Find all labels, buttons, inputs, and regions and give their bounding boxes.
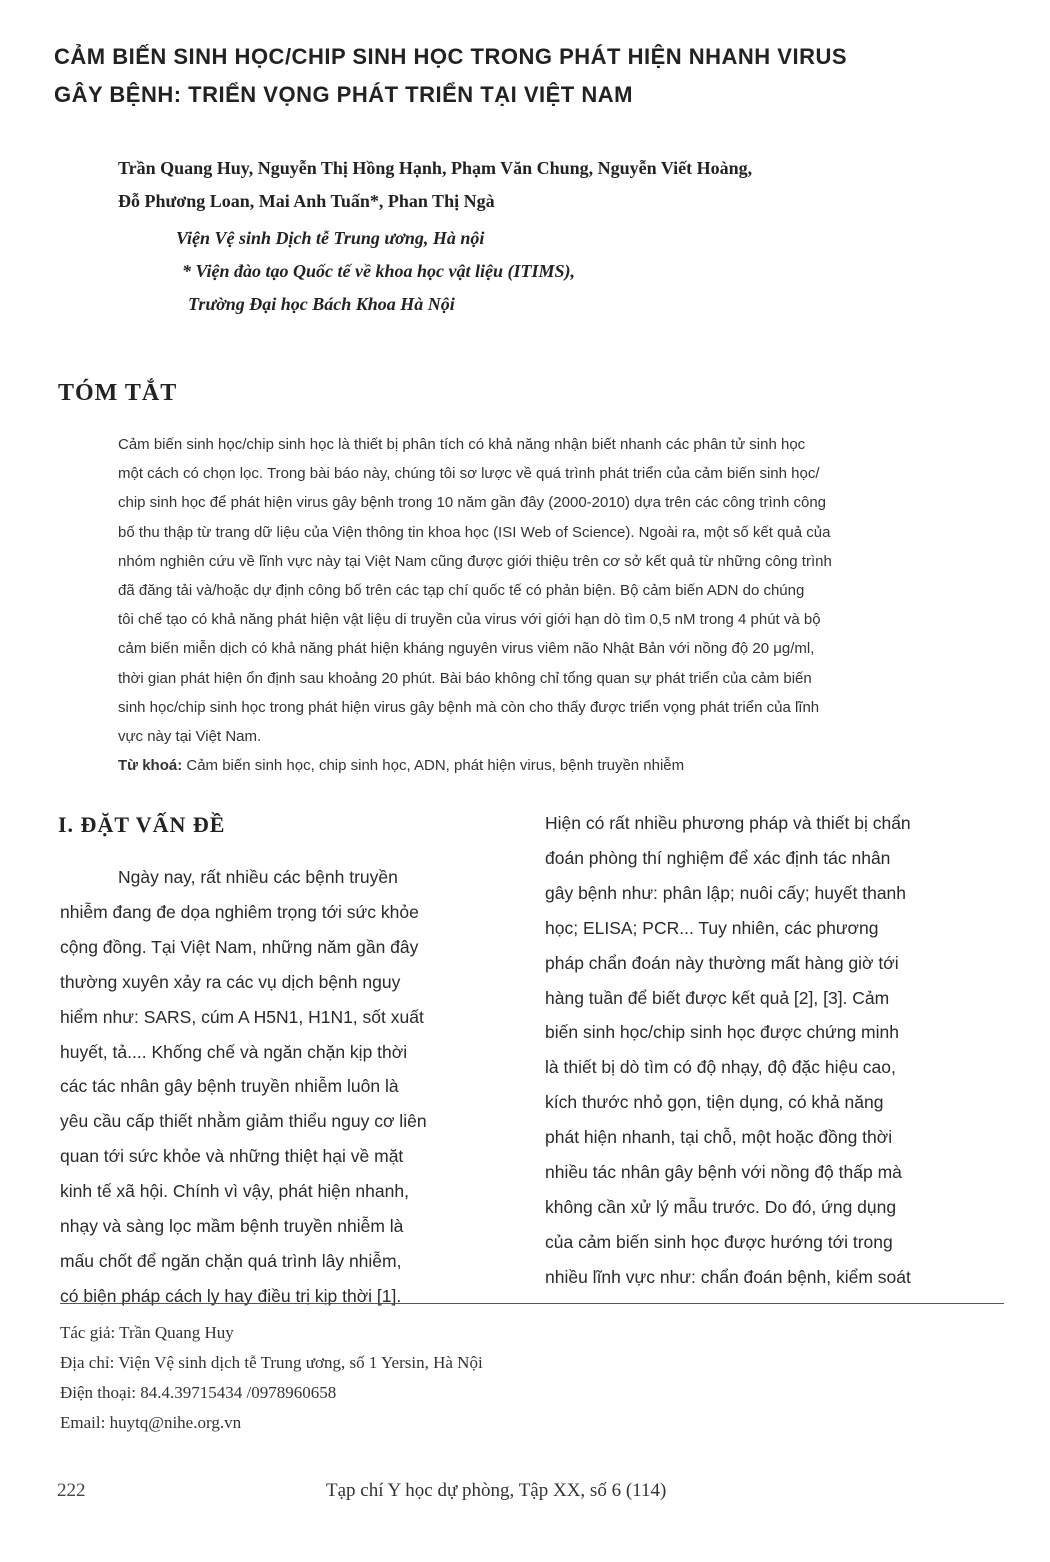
authors-line-1: Trần Quang Huy, Nguyễn Thị Hồng Hạnh, Phạm Văn Chung, Nguyễn Viết Hoàng, (118, 158, 753, 178)
keywords-line (118, 751, 1008, 780)
body-line: nhạy và sàng lọc mầm bệnh truyền nhiễm là (60, 1216, 404, 1237)
body-line: gây bệnh như: phân lập; nuôi cấy; huyết thanh (545, 882, 907, 903)
body-line: có biện pháp cách ly hay điều trị kịp thời [1]. (60, 1285, 402, 1306)
page-number: 222 (57, 1480, 86, 1501)
abstract-line: nhóm nghiên cứu về lĩnh vực này tại Việt Nam cũng được giới thiệu trên cơ sở kết quả từ những công trình (118, 552, 832, 570)
contact-author: Tác giả: Trần Quang Huy (60, 1323, 234, 1342)
body-line: nhiễm đang đe dọa nghiêm trọng tới sức khỏe (60, 901, 419, 922)
author-list (118, 152, 752, 218)
body-line: hàng tuần để biết được kết quả [2], [3]. Cảm (545, 987, 890, 1008)
section-heading: I. ĐẶT VẤN ĐỀ (58, 812, 226, 837)
contact-phone: Điện thoại: 84.4.39715434 /0978960658 (60, 1383, 337, 1402)
abstract-line: vực này tại Việt Nam. (118, 728, 262, 746)
affiliations (0, 222, 575, 321)
body-line: đoán phòng thí nghiệm để xác định tác nhân (545, 847, 891, 868)
body-line: nhiều tác nhân gây bệnh với nồng độ thấp mà (545, 1162, 902, 1183)
body-line: của cảm biến sinh học được hướng tới trong (545, 1231, 893, 1252)
affiliation-2-university: Trường Đại học Bách Khoa Hà Nội (188, 294, 455, 314)
body-line: là thiết bị dò tìm có độ nhạy, độ đặc hiệu cao, (545, 1057, 896, 1078)
affiliation-1: Viện Vệ sinh Dịch tễ Trung ương, Hà nội (176, 228, 485, 248)
body-line: kinh tế xã hội. Chính vì vậy, phát hiện nhanh, (60, 1181, 409, 1202)
body-line: phát hiện nhanh, tại chỗ, một hoặc đồng thời (545, 1127, 893, 1148)
body-line: hiểm như: SARS, cúm A H5N1, H1N1, sốt xuất (60, 1006, 424, 1027)
contact-email: Email: huytq@nihe.org.vn (60, 1413, 242, 1432)
title-line-2: GÂY BỆNH: TRIỂN VỌNG PHÁT TRIỂN TẠI VIỆT NAM (54, 82, 633, 107)
body-line: Hiện có rất nhiều phương pháp và thiết bị chẩn (545, 813, 911, 833)
body-line: quan tới sức khỏe và những thiệt hại về mặt (60, 1146, 404, 1167)
title-line-1: CẢM BIẾN SINH HỌC/CHIP SINH HỌC TRONG PHÁT HIỆN NHANH VIRUS (54, 44, 848, 69)
keywords-label: Từ khoá: (118, 757, 183, 775)
abstract-heading: TÓM TẮT (58, 380, 178, 406)
footnote-divider (60, 1303, 1004, 1304)
abstract-line: một cách có chọn lọc. Trong bài báo này, chúng tôi sơ lược về quá trình phát triển của cảm biến sinh học/ (118, 465, 820, 483)
body-line: pháp chẩn đoán này thường mất hàng giờ tới (545, 952, 899, 973)
abstract-line: cảm biến miễn dịch có khả năng phát hiện kháng nguyên virus viêm não Nhật Bản với nồng độ 20 μg/ml, (118, 640, 815, 658)
keywords-text: Cảm biến sinh học, chip sinh học, ADN, phát hiện virus, bệnh truyền nhiễm (182, 757, 685, 775)
body-line: nhiều lĩnh vực như: chẩn đoán bệnh, kiểm soát (545, 1266, 911, 1287)
body-line: huyết, tả.... Khống chế và ngăn chặn kịp thời (60, 1041, 408, 1062)
contact-block (60, 1318, 483, 1438)
body-line: Ngày nay, rất nhiều các bệnh truyền (118, 867, 398, 887)
abstract-line: bố thu thập từ trang dữ liệu của Viện thông tin khoa học (ISI Web of Science). Ngoài ra, một số kết quả của (118, 523, 831, 541)
abstract-body (118, 430, 1008, 780)
authors-line-2: Đỗ Phương Loan, Mai Anh Tuấn*, Phan Thị Ngà (118, 191, 495, 211)
body-line: thường xuyên xảy ra các vụ dịch bệnh nguy (60, 971, 401, 992)
body-line: kích thước nhỏ gọn, tiện dụng, có khả năng (545, 1092, 884, 1113)
abstract-line: đã đăng tải và/hoặc dự định công bố trên các tạp chí quốc tế có phản biện. Bộ cảm biến ADN do chúng (118, 582, 805, 600)
body-line: học; ELISA; PCR... Tuy nhiên, các phương (545, 917, 879, 938)
body-line: mấu chốt để ngăn chặn quá trình lây nhiễm, (60, 1250, 402, 1271)
abstract-line: thời gian phát hiện ổn định sau khoảng 20 phút. Bài báo không chỉ tổng quan sự phát triển của cảm biến (118, 669, 812, 687)
contact-address: Địa chỉ: Viện Vệ sinh dịch tễ Trung ương, số 1 Yersin, Hà Nội (60, 1353, 483, 1372)
body-line: yêu cầu cấp thiết nhằm giảm thiểu nguy cơ liên (60, 1111, 427, 1132)
body-line: cộng đồng. Tại Việt Nam, những năm gần đây (60, 936, 419, 957)
affiliation-2: * Viện đào tạo Quốc tế về khoa học vật liệu (ITIMS), (182, 261, 575, 281)
body-line: biến sinh học/chip sinh học được chứng minh (545, 1022, 899, 1043)
right-column (545, 806, 1005, 1295)
journal-footer: Tạp chí Y học dự phòng, Tập XX, số 6 (114) (326, 1480, 667, 1501)
abstract-line: chip sinh học để phát hiện virus gây bệnh trong 10 năm gần đây (2000-2010) dựa trên các công trình công (118, 494, 827, 512)
body-line: không cần xử lý mẫu trước. Do đó, ứng dụng (545, 1196, 897, 1217)
abstract-line: sinh học/chip sinh học trong phát hiện virus gây bệnh mà còn cho thấy được triển vọng phát triển của lĩnh (118, 698, 820, 716)
left-column (60, 860, 515, 1314)
body-line: các tác nhân gây bệnh truyền nhiễm luôn là (60, 1076, 399, 1097)
paper-title (54, 38, 1014, 114)
abstract-line: Cảm biến sinh học/chip sinh học là thiết bị phân tích có khả năng nhận biết nhanh các phân tử sinh học (118, 436, 806, 453)
abstract-line: tôi chế tạo có khả năng phát hiện vật liệu di truyền của virus với giới hạn dò tìm 0,5 nM trong 4 phút và bộ (118, 611, 821, 629)
